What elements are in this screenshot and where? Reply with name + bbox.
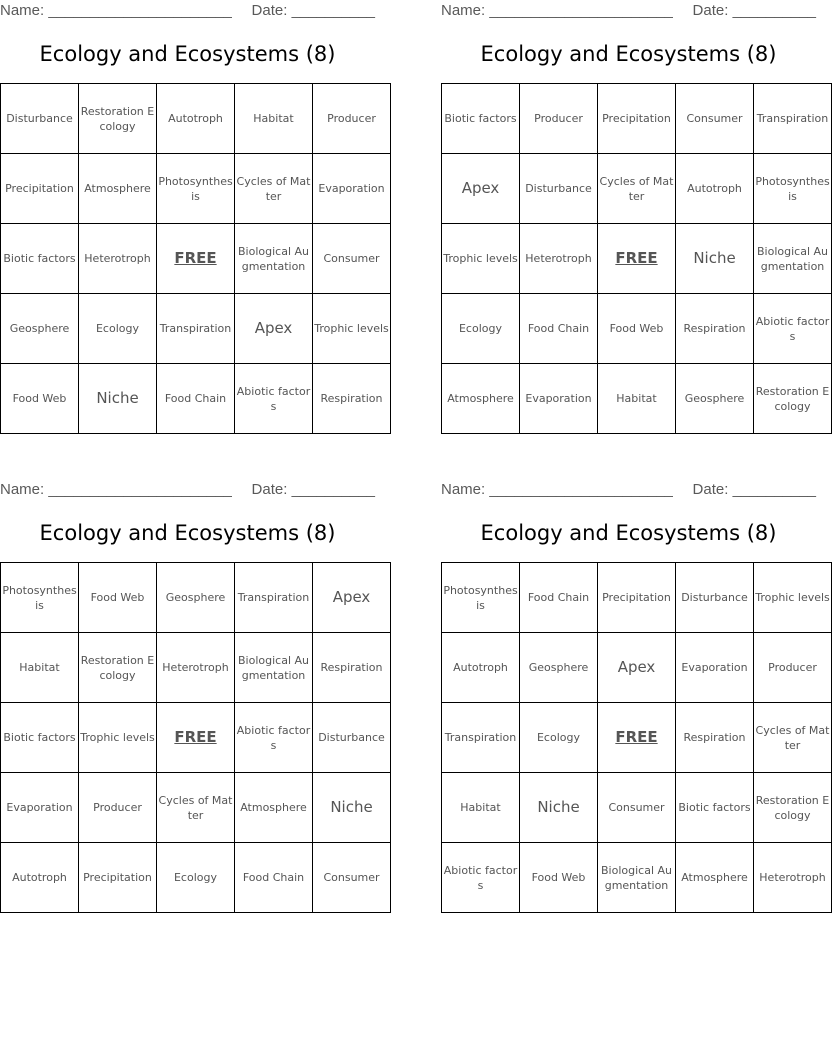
bingo-card-2	[441, 0, 830, 440]
bingo-cell: Transpiration	[235, 563, 313, 633]
bingo-cell: Precipitation	[598, 84, 676, 154]
bingo-row	[442, 84, 832, 154]
bingo-card-3	[0, 479, 385, 919]
bingo-cell: Biological Augmentation	[235, 633, 313, 703]
bingo-cell: Apex	[313, 563, 391, 633]
free-space: FREE	[598, 224, 676, 294]
bingo-row	[1, 294, 391, 364]
bingo-cell: Precipitation	[1, 154, 79, 224]
bingo-cell: Ecology	[520, 703, 598, 773]
bingo-cell: Food Web	[79, 563, 157, 633]
bingo-row	[442, 843, 832, 913]
bingo-cell: Atmosphere	[442, 364, 520, 434]
bingo-cell: Evaporation	[1, 773, 79, 843]
bingo-row	[1, 633, 391, 703]
bingo-cell: Biological Augmentation	[235, 224, 313, 294]
bingo-cell: Precipitation	[598, 563, 676, 633]
bingo-cell: Niche	[313, 773, 391, 843]
bingo-cell: Niche	[520, 773, 598, 843]
bingo-cell: Biotic factors	[1, 224, 79, 294]
card-title: Ecology and Ecosystems (8)	[39, 521, 336, 545]
card-title: Ecology and Ecosystems (8)	[480, 521, 777, 545]
bingo-cell: Producer	[754, 633, 832, 703]
bingo-cell: Autotroph	[676, 154, 754, 224]
bingo-cell: Disturbance	[520, 154, 598, 224]
bingo-cell: Habitat	[1, 633, 79, 703]
bingo-cell: Ecology	[157, 843, 235, 913]
bingo-cell: Atmosphere	[676, 843, 754, 913]
bingo-row	[1, 84, 391, 154]
bingo-cell: Photosynthesis	[754, 154, 832, 224]
bingo-grid	[0, 83, 391, 434]
name-field: Name: ______________________	[441, 2, 673, 19]
bingo-cell: Biological Augmentation	[598, 843, 676, 913]
bingo-cell: Evaporation	[676, 633, 754, 703]
bingo-cell: Apex	[598, 633, 676, 703]
bingo-cell: Autotroph	[157, 84, 235, 154]
bingo-cell: Trophic levels	[754, 563, 832, 633]
bingo-cell: Habitat	[235, 84, 313, 154]
date-field: Date: __________	[251, 2, 375, 19]
bingo-cell: Trophic levels	[79, 703, 157, 773]
bingo-cell: Food Web	[520, 843, 598, 913]
bingo-cell: Consumer	[313, 843, 391, 913]
bingo-cell: Ecology	[79, 294, 157, 364]
bingo-cell: Restoration Ecology	[79, 84, 157, 154]
bingo-cell: Habitat	[442, 773, 520, 843]
bingo-cell: Geosphere	[1, 294, 79, 364]
bingo-cell: Niche	[79, 364, 157, 434]
bingo-cell: Respiration	[676, 294, 754, 364]
bingo-cell: Disturbance	[1, 84, 79, 154]
bingo-cell: Restoration Ecology	[754, 364, 832, 434]
date-field: Date: __________	[692, 2, 816, 19]
card-title: Ecology and Ecosystems (8)	[39, 42, 336, 66]
bingo-cell: Trophic levels	[442, 224, 520, 294]
bingo-cell: Precipitation	[79, 843, 157, 913]
bingo-cell: Evaporation	[313, 154, 391, 224]
bingo-cell: Consumer	[598, 773, 676, 843]
bingo-cell: Producer	[313, 84, 391, 154]
bingo-cell: Habitat	[598, 364, 676, 434]
bingo-cell: Food Chain	[235, 843, 313, 913]
date-field: Date: __________	[692, 481, 816, 498]
bingo-row	[442, 703, 832, 773]
bingo-cell: Respiration	[676, 703, 754, 773]
bingo-cell: Cycles of Matter	[598, 154, 676, 224]
bingo-cell: Food Chain	[520, 294, 598, 364]
bingo-cell: Autotroph	[442, 633, 520, 703]
bingo-cell: Food Web	[598, 294, 676, 364]
bingo-cell: Respiration	[313, 633, 391, 703]
free-space: FREE	[157, 224, 235, 294]
bingo-cell: Trophic levels	[313, 294, 391, 364]
bingo-row	[1, 563, 391, 633]
bingo-cell: Consumer	[313, 224, 391, 294]
bingo-cell: Heterotroph	[79, 224, 157, 294]
bingo-row	[442, 563, 832, 633]
name-field: Name: ______________________	[0, 2, 232, 19]
bingo-cell: Abiotic factors	[235, 703, 313, 773]
bingo-cell: Photosynthesis	[1, 563, 79, 633]
date-field: Date: __________	[251, 481, 375, 498]
bingo-cell: Restoration Ecology	[754, 773, 832, 843]
bingo-cell: Producer	[520, 84, 598, 154]
bingo-row	[1, 773, 391, 843]
free-space: FREE	[598, 703, 676, 773]
bingo-cell: Biotic factors	[442, 84, 520, 154]
bingo-cell: Food Chain	[520, 563, 598, 633]
bingo-cell: Biological Augmentation	[754, 224, 832, 294]
bingo-cell: Biotic factors	[1, 703, 79, 773]
bingo-cell: Geosphere	[676, 364, 754, 434]
bingo-row	[442, 294, 832, 364]
bingo-cell: Abiotic factors	[754, 294, 832, 364]
name-field: Name: ______________________	[441, 481, 673, 498]
bingo-cell: Disturbance	[676, 563, 754, 633]
bingo-cell: Transpiration	[754, 84, 832, 154]
bingo-cell: Abiotic factors	[235, 364, 313, 434]
bingo-row	[442, 154, 832, 224]
bingo-row	[442, 364, 832, 434]
bingo-cell: Heterotroph	[157, 633, 235, 703]
bingo-card-1	[0, 0, 389, 440]
bingo-grid	[441, 562, 832, 913]
card-title: Ecology and Ecosystems (8)	[480, 42, 777, 66]
bingo-cell: Restoration Ecology	[79, 633, 157, 703]
bingo-cell: Food Web	[1, 364, 79, 434]
bingo-cell: Biotic factors	[676, 773, 754, 843]
bingo-cell: Photosynthesis	[442, 563, 520, 633]
bingo-cell: Evaporation	[520, 364, 598, 434]
bingo-cell: Cycles of Matter	[157, 773, 235, 843]
bingo-cell: Geosphere	[157, 563, 235, 633]
bingo-row	[1, 843, 391, 913]
bingo-row	[1, 224, 391, 294]
bingo-cell: Atmosphere	[235, 773, 313, 843]
bingo-cell: Transpiration	[442, 703, 520, 773]
bingo-row	[442, 224, 832, 294]
bingo-cell: Geosphere	[520, 633, 598, 703]
bingo-cell: Heterotroph	[754, 843, 832, 913]
bingo-cell: Ecology	[442, 294, 520, 364]
bingo-cell: Producer	[79, 773, 157, 843]
bingo-grid	[441, 83, 832, 434]
bingo-cell: Cycles of Matter	[235, 154, 313, 224]
bingo-row	[1, 364, 391, 434]
bingo-cell: Cycles of Matter	[754, 703, 832, 773]
bingo-cell: Autotroph	[1, 843, 79, 913]
bingo-cell: Abiotic factors	[442, 843, 520, 913]
bingo-card-4	[441, 479, 830, 919]
name-field: Name: ______________________	[0, 481, 232, 498]
bingo-cell: Respiration	[313, 364, 391, 434]
bingo-cell: Apex	[442, 154, 520, 224]
bingo-cell: Niche	[676, 224, 754, 294]
bingo-cell: Consumer	[676, 84, 754, 154]
bingo-cell: Food Chain	[157, 364, 235, 434]
bingo-cell: Transpiration	[157, 294, 235, 364]
bingo-row	[1, 154, 391, 224]
bingo-cell: Photosynthesis	[157, 154, 235, 224]
bingo-grid	[0, 562, 391, 913]
free-space: FREE	[157, 703, 235, 773]
bingo-row	[442, 773, 832, 843]
bingo-cell: Disturbance	[313, 703, 391, 773]
bingo-row	[442, 633, 832, 703]
bingo-cell: Atmosphere	[79, 154, 157, 224]
bingo-cell: Apex	[235, 294, 313, 364]
bingo-cell: Heterotroph	[520, 224, 598, 294]
bingo-row	[1, 703, 391, 773]
